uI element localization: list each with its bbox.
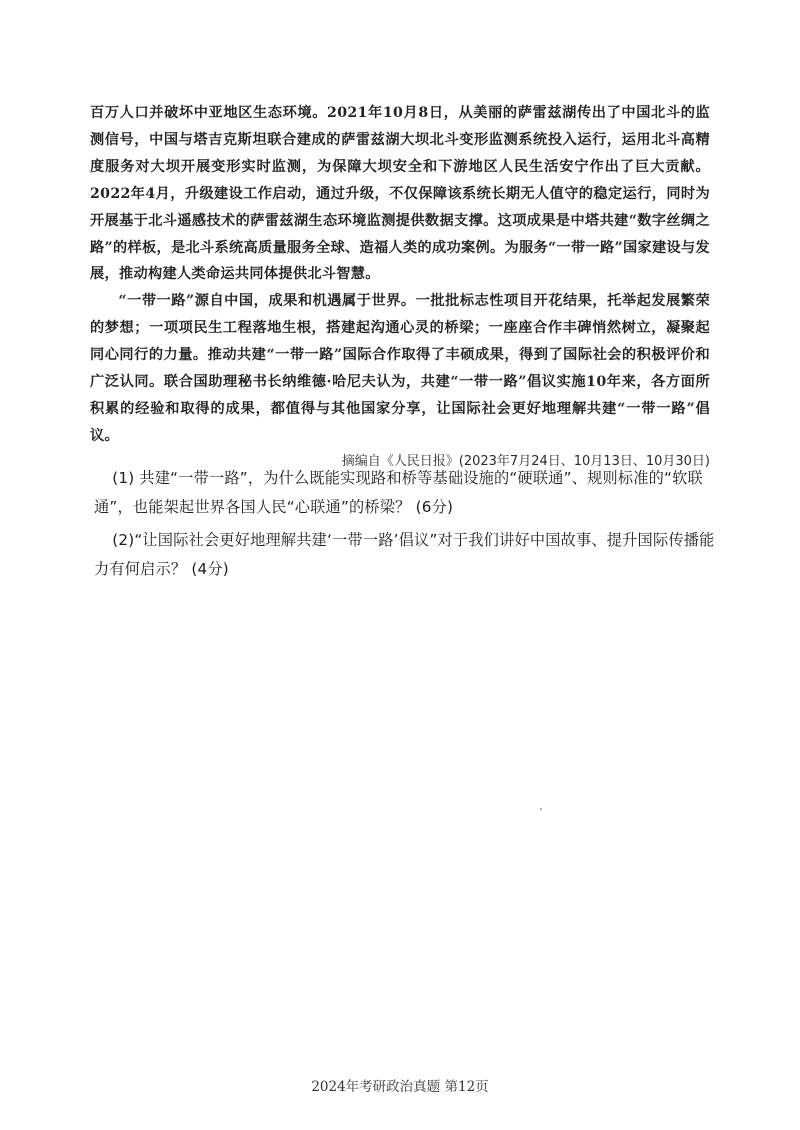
- passage-paragraph-1: 百万人口并破坏中亚地区生态环境。2021年10月8日，从美丽的萨雷兹湖传出了中国北斗的监测信号，中国与塔吉克斯坦联合建成的萨雷兹湖大坝北斗变形监测系统投入运行，运用北斗高精度服务对大坝开展变形实时监测，为保障大坝安全和下游地区人民生活安宁作出了巨大贡献。2022年4月，升级建设工作启动，通过升级，不仅保障该系统长期无人值守的稳定运行，同时为开展基于北斗遥感技术的萨雷兹湖生态环境监测提供数据支撑。这项成果是中塔共建“数字丝绸之路”的样板，是北斗系统高质量服务全球、造福人类的成功案例。为服务“一带一路”国家建设与发展，推动构建人类命运共同体提供北斗智慧。: [90, 105, 710, 283]
- scan-speck: [540, 808, 542, 810]
- question-2: (2)“让国际社会更好地理解共建‘一带一路’倡议”对于我们讲好中国故事、提升国际传播能力有何启示？ (4分): [94, 531, 715, 578]
- passage-paragraph-2: “一带一路”源自中国，成果和机遇属于世界。一批批标志性项目开花结果，托举起发展繁荣的梦想；一项项民生工程落地生根，搭建起沟通心灵的桥梁；一座座合作丰碑悄然树立，凝聚起同心同行的力量。推动共建“一带一路”国际合作取得了丰硕成果，得到了国际社会的积极评价和广泛认同。联合国助理秘书长纳维德·哈尼夫认为，共建“一带一路”倡议实施10年来，各方面所积累的经验和取得的成果，都值得与其他国家分享，让国际社会更好地理解共建“一带一路”倡议。: [90, 293, 710, 444]
- question-list: [94, 464, 718, 588]
- source-citation: 摘编自《人民日报》(2023年7月24日、10月13日、10月30日): [341, 453, 710, 469]
- page-footer: 2024年考研政治真题 第12页: [311, 1079, 489, 1095]
- reading-passage: [90, 100, 710, 474]
- question-1: (1) 共建“一带一路”，为什么既能实现路和桥等基础设施的“硬联通”、规则标准的“软联通”，也能架起世界各国人民“心联通”的桥梁？ (6分): [94, 469, 703, 516]
